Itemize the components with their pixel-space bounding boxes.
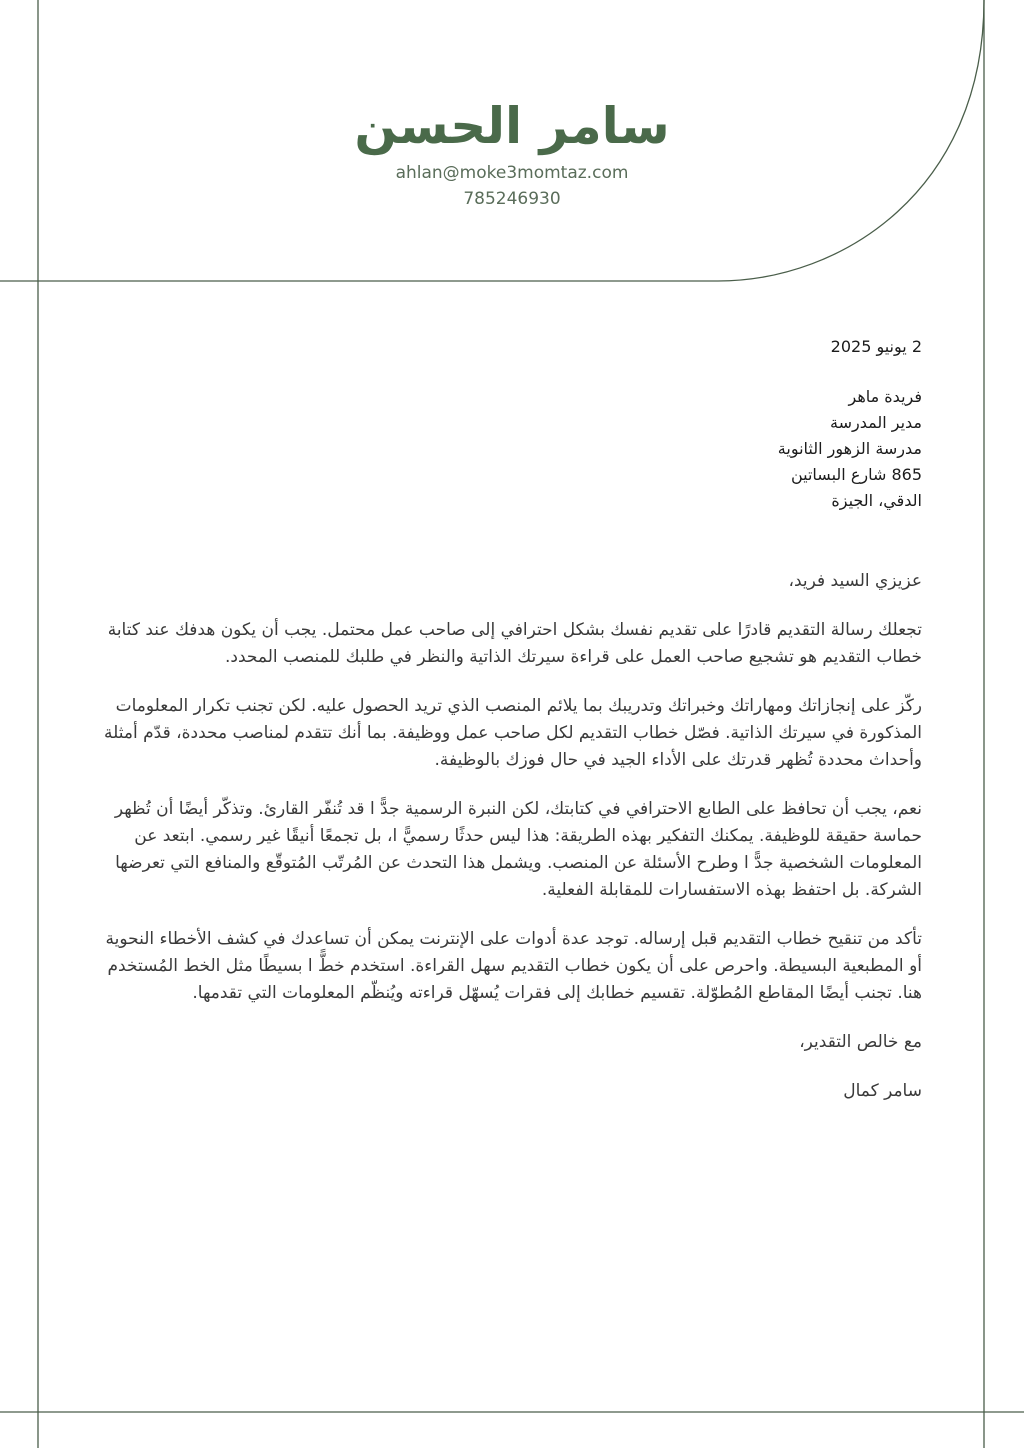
- letter-content: [100, 334, 922, 1127]
- letter-date: 2 يونيو 2025: [830, 337, 922, 356]
- letterhead: [60, 92, 964, 212]
- recipient-title: مدير المدرسة: [829, 413, 922, 432]
- recipient-street: 865 شارع البساتين: [790, 465, 922, 484]
- recipient-organization: مدرسة الزهور الثانوية: [777, 439, 922, 458]
- letter-signature: سامر كمال: [843, 1081, 922, 1101]
- recipient-block: [100, 384, 922, 514]
- sender-email[interactable]: ahlan@moke3momtaz.com: [395, 163, 629, 183]
- letter-closing: مع خالص التقدير،: [799, 1032, 922, 1052]
- sender-contact: [60, 160, 964, 212]
- sender-name: سامر الحسن: [354, 97, 670, 155]
- letter-paragraph: تأكد من تنقيح خطاب التقديم قبل إرساله. توجد عدة أدوات على الإنترنت يمكن أن تساعدك في كشف الأخطاء النحوية أو المطبعية البسيطة. واحرص على أن يكون خطاب التقديم سهل القراءة. استخدم خطًّ ا بسيطًا مثل الخط المُستخدم هنا. تجنب أيضًا المقاطع المُطوّلة. تقسيم خطابك إلى فقرات يُسهّل قراءته ويُنظّم المعلومات التي تقدمها.: [105, 929, 922, 1003]
- letter-body: [100, 568, 922, 1105]
- letter-paragraph: تجعلك رسالة التقديم قادرًا على تقديم نفسك بشكل احترافي إلى صاحب عمل محتمل. يجب أن يكون هدفك عند كتابة خطاب التقديم هو تشجيع صاحب العمل على قراءة سيرتك الذاتية والنظر في طلبك للمنصب المحدد.: [107, 620, 922, 667]
- sender-phone: 785246930: [463, 189, 561, 209]
- recipient-name: فريدة ماهر: [848, 387, 922, 406]
- letter-paragraph: نعم، يجب أن تحافظ على الطابع الاحترافي في كتابتك، لكن النبرة الرسمية جدًّ ا قد تُنفّر القارئ. وتذكّر أيضًا أن تُظهر حماسة حقيقة للوظيفة. يمكنك التفكير بهذه الطريقة: هذا ليس حدثًا رسميًّ ا، بل تجمعًا أنيقًا غير رسمي. ابتعد عن المعلومات الشخصية جدًّ ا وطرح الأسئلة عن المنصب. ويشمل هذا التحدث عن المُرتّب المُتوقّع والمنافع التي تعرضها الشركة. بل احتفظ بهذه الاستفسارات للمقابلة الفعلية.: [114, 799, 922, 900]
- recipient-city: الدقي، الجيزة: [831, 491, 922, 510]
- letter-paragraph: ركّز على إنجازاتك ومهاراتك وخبراتك وتدريبك بما يلائم المنصب الذي تريد الحصول عليه. لكن تجنب تكرار المعلومات المذكورة في سيرتك الذاتية. فصّل خطاب التقديم لكل صاحب عمل ووظيفة. بما أنك تتقدم لمناصب محددة، قدّم أمثلة وأحداث محددة تُظهر قدرتك على الأداء الجيد في حال فوزك بالوظيفة.: [104, 696, 922, 770]
- letter-greeting: عزيزي السيد فريد،: [788, 571, 922, 591]
